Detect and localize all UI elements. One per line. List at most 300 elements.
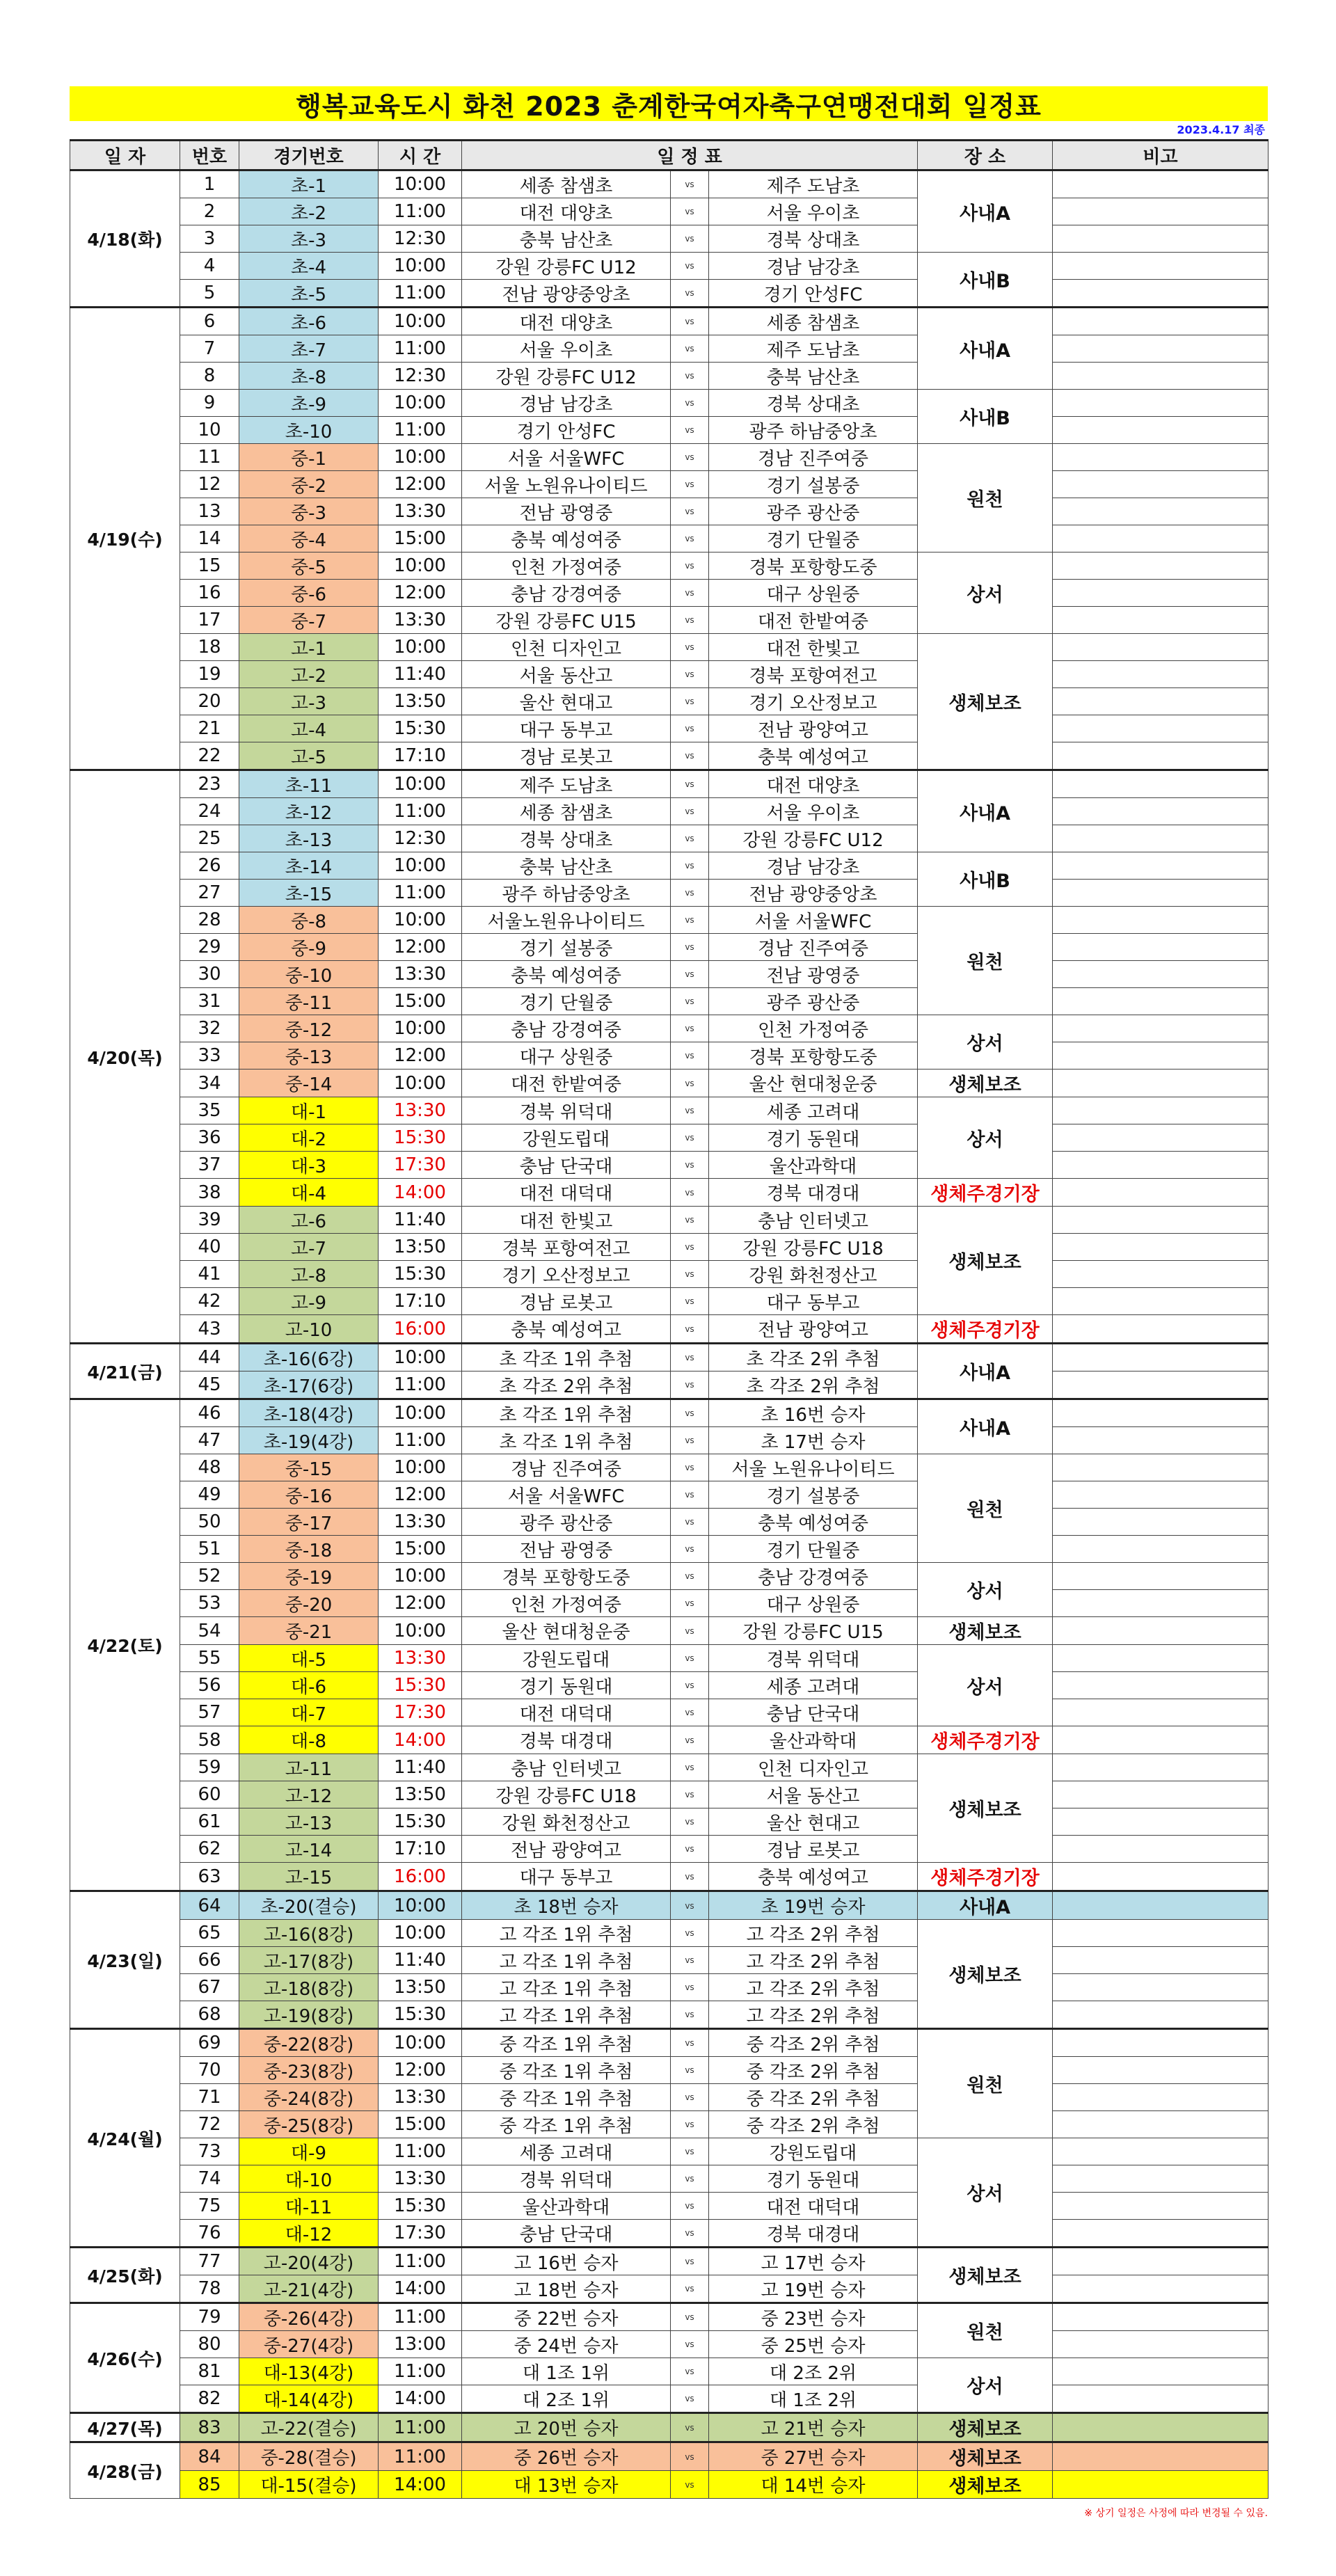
away-team: 광주 하남중앙초 (709, 417, 918, 444)
game-number: 고-16(8강) (239, 1920, 379, 1947)
notes-cell (1053, 1781, 1269, 1808)
home-team: 대전 대덕대 (462, 1179, 671, 1207)
home-team: 초 각조 1위 추첨 (462, 1427, 671, 1454)
home-team: 경기 안성FC (462, 417, 671, 444)
date-cell: 4/25(화) (70, 2248, 180, 2303)
notes-cell (1053, 988, 1269, 1015)
table-row (70, 1315, 1269, 1344)
row-number: 36 (180, 1124, 239, 1152)
kickoff-time: 14:00 (379, 1726, 462, 1754)
home-team: 대 1조 1위 (462, 2358, 671, 2385)
away-team: 광주 광산중 (709, 498, 918, 525)
kickoff-time: 17:10 (379, 1836, 462, 1863)
home-team: 전남 광영중 (462, 1536, 671, 1563)
notes-cell (1053, 688, 1269, 715)
venue-cell: 원천 (918, 1454, 1053, 1563)
notes-cell (1053, 525, 1269, 552)
away-team: 대구 동부고 (709, 1288, 918, 1315)
row-number: 44 (180, 1344, 239, 1372)
venue-cell: 상서 (918, 2358, 1053, 2413)
kickoff-time: 13:00 (379, 2331, 462, 2358)
game-number: 중-27(4강) (239, 2331, 379, 2358)
kickoff-time: 10:00 (379, 1920, 462, 1947)
table-row (70, 1288, 1269, 1315)
kickoff-time: 13:30 (379, 607, 462, 634)
game-number: 고-20(4강) (239, 2248, 379, 2275)
away-team: 경기 단월중 (709, 1536, 918, 1563)
vs-label: vs (671, 280, 709, 308)
game-number: 고-3 (239, 688, 379, 715)
kickoff-time: 15:00 (379, 525, 462, 552)
notes-cell (1053, 1234, 1269, 1261)
away-team: 충남 단국대 (709, 1699, 918, 1726)
kickoff-time: 10:00 (379, 1617, 462, 1645)
notes-cell (1053, 253, 1269, 280)
kickoff-time: 14:00 (379, 1179, 462, 1207)
game-number: 대-4 (239, 1179, 379, 1207)
table-row (70, 2138, 1269, 2165)
notes-cell (1053, 1097, 1269, 1124)
kickoff-time: 12:00 (379, 934, 462, 961)
venue-cell: 원천 (918, 907, 1053, 1015)
row-number: 74 (180, 2165, 239, 2193)
kickoff-time: 16:00 (379, 1863, 462, 1891)
table-row (70, 1261, 1269, 1288)
home-team: 강원 강릉FC U18 (462, 1781, 671, 1808)
home-team: 대전 대양초 (462, 198, 671, 225)
table-row (70, 498, 1269, 525)
table-row (70, 1097, 1269, 1124)
home-team: 고 각조 1위 추첨 (462, 2001, 671, 2029)
table-row (70, 1947, 1269, 1974)
kickoff-time: 12:00 (379, 1590, 462, 1617)
vs-label: vs (671, 417, 709, 444)
kickoff-time: 13:30 (379, 2165, 462, 2193)
notes-cell (1053, 907, 1269, 934)
home-team: 충북 남산초 (462, 225, 671, 253)
kickoff-time: 13:30 (379, 498, 462, 525)
away-team: 경북 포항항도중 (709, 552, 918, 580)
table-row (70, 2331, 1269, 2358)
away-team: 대전 한밭여중 (709, 607, 918, 634)
vs-label: vs (671, 1836, 709, 1863)
game-number: 대-15(결승) (239, 2471, 379, 2499)
header-game-number: 경기번호 (239, 141, 379, 170)
notes-cell (1053, 2220, 1269, 2248)
vs-label: vs (671, 471, 709, 498)
game-number: 중-3 (239, 498, 379, 525)
kickoff-time: 15:00 (379, 2111, 462, 2138)
vs-label: vs (671, 2193, 709, 2220)
away-team: 초 각조 2위 추첨 (709, 1344, 918, 1372)
away-team: 경기 동원대 (709, 1124, 918, 1152)
home-team: 충북 남산초 (462, 852, 671, 880)
kickoff-time: 12:30 (379, 363, 462, 390)
vs-label: vs (671, 1590, 709, 1617)
home-team: 대전 대덕대 (462, 1699, 671, 1726)
home-team: 울산과학대 (462, 2193, 671, 2220)
away-team: 대전 대덕대 (709, 2193, 918, 2220)
home-team: 전남 광영중 (462, 498, 671, 525)
notes-cell (1053, 2275, 1269, 2303)
game-number: 고-2 (239, 661, 379, 688)
row-number: 45 (180, 1372, 239, 1399)
game-number: 대-5 (239, 1645, 379, 1672)
home-team: 광주 광산중 (462, 1509, 671, 1536)
kickoff-time: 13:30 (379, 1645, 462, 1672)
home-team: 중 각조 1위 추첨 (462, 2029, 671, 2057)
row-number: 76 (180, 2220, 239, 2248)
row-number: 85 (180, 2471, 239, 2499)
notes-cell (1053, 1481, 1269, 1509)
table-row (70, 634, 1269, 661)
away-team: 경기 동원대 (709, 2165, 918, 2193)
notes-cell (1053, 1974, 1269, 2001)
away-team: 초 각조 2위 추첨 (709, 1372, 918, 1399)
notes-cell (1053, 852, 1269, 880)
vs-label: vs (671, 798, 709, 825)
vs-label: vs (671, 1781, 709, 1808)
home-team: 고 각조 1위 추첨 (462, 1920, 671, 1947)
kickoff-time: 10:00 (379, 444, 462, 471)
away-team: 대 1조 2위 (709, 2385, 918, 2413)
row-number: 49 (180, 1481, 239, 1509)
game-number: 중-10 (239, 961, 379, 988)
vs-label: vs (671, 1344, 709, 1372)
home-team: 고 16번 승자 (462, 2248, 671, 2275)
notes-cell (1053, 825, 1269, 852)
table-row (70, 2084, 1269, 2111)
table-row (70, 607, 1269, 634)
game-number: 고-4 (239, 715, 379, 742)
kickoff-time: 15:30 (379, 1672, 462, 1699)
home-team: 대전 한빛고 (462, 1207, 671, 1234)
game-number: 고-8 (239, 1261, 379, 1288)
table-row (70, 988, 1269, 1015)
table-row (70, 2303, 1269, 2331)
table-row (70, 1234, 1269, 1261)
notes-cell (1053, 2385, 1269, 2413)
row-number: 64 (180, 1891, 239, 1920)
home-team: 충남 단국대 (462, 2220, 671, 2248)
home-team: 경남 진주여중 (462, 1454, 671, 1481)
venue-cell: 생체보조 (918, 1920, 1053, 2029)
row-number: 38 (180, 1179, 239, 1207)
game-number: 중-12 (239, 1015, 379, 1042)
kickoff-time: 13:50 (379, 1781, 462, 1808)
notes-cell (1053, 1754, 1269, 1781)
row-number: 70 (180, 2057, 239, 2084)
home-team: 충북 예성여중 (462, 961, 671, 988)
away-team: 경북 포항여전고 (709, 661, 918, 688)
game-number: 초-10 (239, 417, 379, 444)
game-number: 중-7 (239, 607, 379, 634)
venue-cell: 상서 (918, 1097, 1053, 1179)
vs-label: vs (671, 2220, 709, 2248)
game-number: 대-10 (239, 2165, 379, 2193)
away-team: 전남 광양여고 (709, 1315, 918, 1344)
away-team: 제주 도남초 (709, 335, 918, 363)
game-number: 초-18(4강) (239, 1399, 379, 1427)
home-team: 대전 한밭여중 (462, 1070, 671, 1097)
table-row (70, 2471, 1269, 2499)
kickoff-time: 10:00 (379, 1070, 462, 1097)
game-number: 대-14(4강) (239, 2385, 379, 2413)
game-number: 고-19(8강) (239, 2001, 379, 2029)
venue-cell: 사내B (918, 253, 1053, 308)
venue-cell: 상서 (918, 1645, 1053, 1726)
game-number: 중-24(8강) (239, 2084, 379, 2111)
table-row (70, 2442, 1269, 2471)
home-team: 경기 단월중 (462, 988, 671, 1015)
row-number: 20 (180, 688, 239, 715)
home-team: 울산 현대고 (462, 688, 671, 715)
notes-cell (1053, 1454, 1269, 1481)
vs-label: vs (671, 1672, 709, 1699)
row-number: 77 (180, 2248, 239, 2275)
kickoff-time: 15:00 (379, 1536, 462, 1563)
vs-label: vs (671, 444, 709, 471)
game-number: 중-26(4강) (239, 2303, 379, 2331)
table-row (70, 2358, 1269, 2385)
venue-cell: 원천 (918, 2029, 1053, 2138)
header-date: 일 자 (70, 141, 180, 170)
table-row (70, 2029, 1269, 2057)
away-team: 중 각조 2위 추첨 (709, 2057, 918, 2084)
venue-cell: 생체보조 (918, 2442, 1053, 2471)
away-team: 대전 한빛고 (709, 634, 918, 661)
game-number: 대-7 (239, 1699, 379, 1726)
vs-label: vs (671, 934, 709, 961)
notes-cell (1053, 2165, 1269, 2193)
notes-cell (1053, 335, 1269, 363)
kickoff-time: 10:00 (379, 1563, 462, 1590)
row-number: 51 (180, 1536, 239, 1563)
notes-cell (1053, 2057, 1269, 2084)
row-number: 68 (180, 2001, 239, 2029)
vs-label: vs (671, 770, 709, 798)
home-team: 초 18번 승자 (462, 1891, 671, 1920)
row-number: 22 (180, 742, 239, 770)
kickoff-time: 10:00 (379, 2029, 462, 2057)
away-team: 서울 동산고 (709, 1781, 918, 1808)
table-row (70, 934, 1269, 961)
venue-cell: 생체보조 (918, 2413, 1053, 2442)
table-row (70, 1726, 1269, 1754)
game-number: 고-17(8강) (239, 1947, 379, 1974)
away-team: 경남 진주여중 (709, 444, 918, 471)
notes-cell (1053, 1124, 1269, 1152)
away-team: 중 27번 승자 (709, 2442, 918, 2471)
kickoff-time: 15:30 (379, 2001, 462, 2029)
notes-cell (1053, 1372, 1269, 1399)
vs-label: vs (671, 335, 709, 363)
away-team: 제주 도남초 (709, 170, 918, 198)
notes-cell (1053, 2111, 1269, 2138)
away-team: 울산 현대청운중 (709, 1070, 918, 1097)
row-number: 82 (180, 2385, 239, 2413)
game-number: 중-5 (239, 552, 379, 580)
row-number: 79 (180, 2303, 239, 2331)
table-row (70, 308, 1269, 335)
home-team: 서울 서울WFC (462, 1481, 671, 1509)
table-row (70, 1509, 1269, 1536)
home-team: 세종 고려대 (462, 2138, 671, 2165)
vs-label: vs (671, 1399, 709, 1427)
away-team: 경남 남강초 (709, 253, 918, 280)
home-team: 충북 예성여중 (462, 525, 671, 552)
away-team: 경북 대경대 (709, 1179, 918, 1207)
game-number: 대-13(4강) (239, 2358, 379, 2385)
away-team: 대 2조 2위 (709, 2358, 918, 2385)
vs-label: vs (671, 607, 709, 634)
notes-cell (1053, 417, 1269, 444)
away-team: 경북 포항항도중 (709, 1042, 918, 1070)
game-number: 초-3 (239, 225, 379, 253)
venue-cell: 생체보조 (918, 634, 1053, 770)
row-number: 81 (180, 2358, 239, 2385)
row-number: 55 (180, 1645, 239, 1672)
kickoff-time: 17:10 (379, 1288, 462, 1315)
game-number: 고-18(8강) (239, 1974, 379, 2001)
header-notes: 비고 (1053, 141, 1269, 170)
table-row (70, 1536, 1269, 1563)
notes-cell (1053, 1726, 1269, 1754)
venue-cell: 생체주경기장 (918, 1726, 1053, 1754)
vs-label: vs (671, 1617, 709, 1645)
home-team: 세종 참샘초 (462, 798, 671, 825)
table-row (70, 335, 1269, 363)
game-number: 중-9 (239, 934, 379, 961)
home-team: 경북 대경대 (462, 1726, 671, 1754)
notes-cell (1053, 308, 1269, 335)
vs-label: vs (671, 1124, 709, 1152)
notes-cell (1053, 1891, 1269, 1920)
home-team: 초 각조 2위 추첨 (462, 1372, 671, 1399)
home-team: 경남 로봇고 (462, 742, 671, 770)
home-team: 고 각조 1위 추첨 (462, 1974, 671, 2001)
kickoff-time: 13:30 (379, 1509, 462, 1536)
notes-cell (1053, 880, 1269, 907)
notes-cell (1053, 1042, 1269, 1070)
kickoff-time: 10:00 (379, 390, 462, 417)
home-team: 서울 우이초 (462, 335, 671, 363)
table-row (70, 1863, 1269, 1891)
notes-cell (1053, 2084, 1269, 2111)
vs-label: vs (671, 1372, 709, 1399)
row-number: 72 (180, 2111, 239, 2138)
away-team: 강원 강릉FC U18 (709, 1234, 918, 1261)
notes-cell (1053, 2331, 1269, 2358)
away-team: 서울 노원유나이티드 (709, 1454, 918, 1481)
home-team: 중 각조 1위 추첨 (462, 2111, 671, 2138)
table-row (70, 580, 1269, 607)
notes-cell (1053, 1808, 1269, 1836)
row-number: 14 (180, 525, 239, 552)
row-number: 67 (180, 1974, 239, 2001)
table-row (70, 770, 1269, 798)
away-team: 충북 예성여고 (709, 742, 918, 770)
away-team: 세종 참샘초 (709, 308, 918, 335)
game-number: 대-12 (239, 2220, 379, 2248)
row-number: 15 (180, 552, 239, 580)
row-number: 8 (180, 363, 239, 390)
vs-label: vs (671, 2248, 709, 2275)
vs-label: vs (671, 2358, 709, 2385)
home-team: 서울 서울WFC (462, 444, 671, 471)
date-cell: 4/18(화) (70, 170, 180, 308)
table-row (70, 1617, 1269, 1645)
table-row (70, 1920, 1269, 1947)
game-number: 초-19(4강) (239, 1427, 379, 1454)
kickoff-time: 10:00 (379, 253, 462, 280)
vs-label: vs (671, 390, 709, 417)
notes-cell (1053, 471, 1269, 498)
notes-cell (1053, 1152, 1269, 1179)
vs-label: vs (671, 1207, 709, 1234)
game-number: 대-11 (239, 2193, 379, 2220)
away-team: 중 각조 2위 추첨 (709, 2029, 918, 2057)
game-number: 고-14 (239, 1836, 379, 1863)
away-team: 경남 진주여중 (709, 934, 918, 961)
notes-cell (1053, 2193, 1269, 2220)
home-team: 서울 노원유나이티드 (462, 471, 671, 498)
home-team: 제주 도남초 (462, 770, 671, 798)
away-team: 세종 고려대 (709, 1672, 918, 1699)
header-venue: 장 소 (918, 141, 1053, 170)
notes-cell (1053, 1536, 1269, 1563)
kickoff-time: 14:00 (379, 2385, 462, 2413)
vs-label: vs (671, 363, 709, 390)
vs-label: vs (671, 2001, 709, 2029)
game-number: 고-1 (239, 634, 379, 661)
home-team: 경북 포항여전고 (462, 1234, 671, 1261)
venue-cell: 사내A (918, 1399, 1053, 1454)
home-team: 초 각조 1위 추첨 (462, 1399, 671, 1427)
home-team: 대 13번 승자 (462, 2471, 671, 2499)
table-row (70, 880, 1269, 907)
row-number: 54 (180, 1617, 239, 1645)
row-number: 3 (180, 225, 239, 253)
away-team: 경북 상대초 (709, 225, 918, 253)
vs-label: vs (671, 2275, 709, 2303)
row-number: 28 (180, 907, 239, 934)
table-row (70, 1836, 1269, 1863)
notes-cell (1053, 2248, 1269, 2275)
notes-cell (1053, 1836, 1269, 1863)
venue-cell: 생체보조 (918, 1207, 1053, 1315)
row-number: 78 (180, 2275, 239, 2303)
kickoff-time: 13:50 (379, 1974, 462, 2001)
away-team: 강원 화천정산고 (709, 1261, 918, 1288)
vs-label: vs (671, 1645, 709, 1672)
home-team: 강원 화천정산고 (462, 1808, 671, 1836)
game-number: 대-1 (239, 1097, 379, 1124)
vs-label: vs (671, 880, 709, 907)
away-team: 경남 남강초 (709, 852, 918, 880)
row-number: 50 (180, 1509, 239, 1536)
notes-cell (1053, 2303, 1269, 2331)
vs-label: vs (671, 1536, 709, 1563)
game-number: 초-7 (239, 335, 379, 363)
vs-label: vs (671, 2413, 709, 2442)
home-team: 경기 설봉중 (462, 934, 671, 961)
row-number: 66 (180, 1947, 239, 1974)
home-team: 충남 강경여중 (462, 1015, 671, 1042)
away-team: 경북 상대초 (709, 390, 918, 417)
kickoff-time: 11:00 (379, 2442, 462, 2471)
table-row (70, 1645, 1269, 1672)
